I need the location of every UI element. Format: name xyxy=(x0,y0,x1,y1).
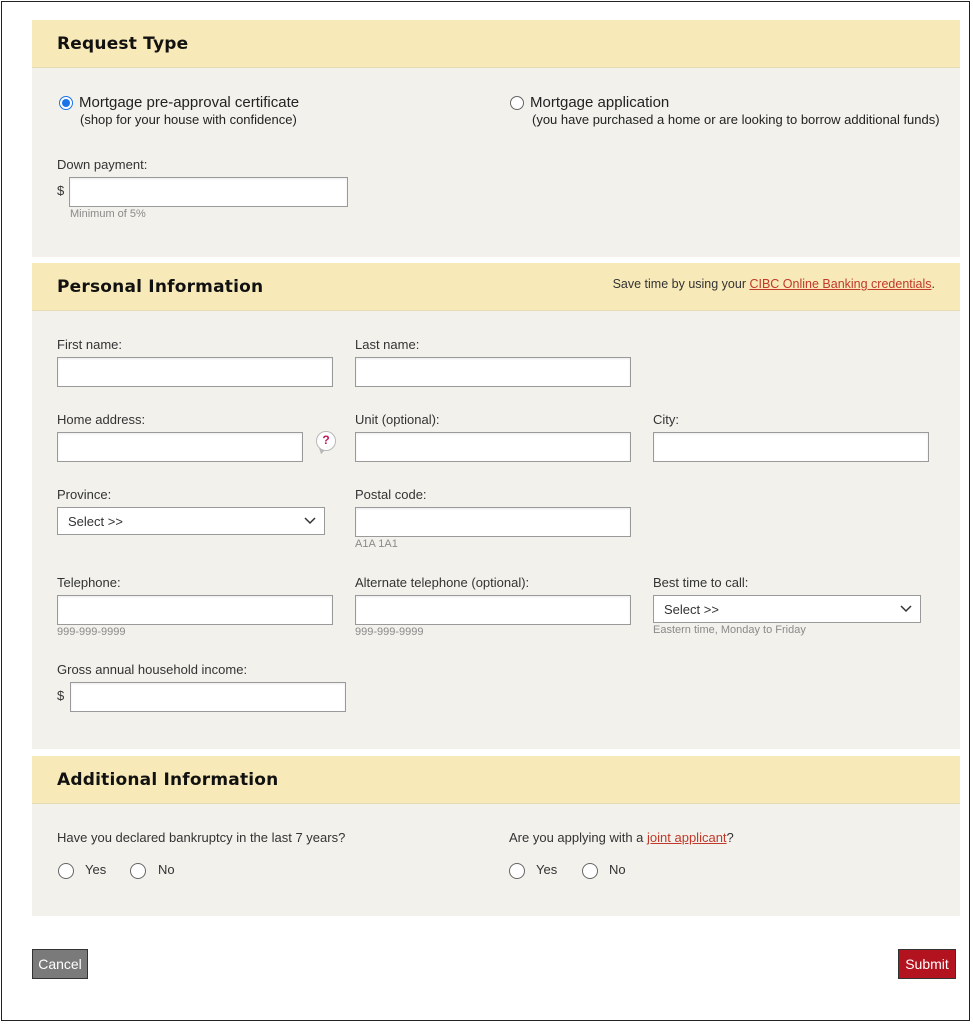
best-time-label: Best time to call: xyxy=(653,575,749,590)
application-radio[interactable] xyxy=(510,96,524,110)
joint-applicant-link[interactable]: joint applicant xyxy=(647,830,727,845)
telephone-input[interactable] xyxy=(57,595,333,625)
unit-label: Unit (optional): xyxy=(355,412,440,427)
joint-question: Are you applying with a joint applicant? xyxy=(509,830,734,845)
alt-telephone-hint: 999-999-9999 xyxy=(355,626,424,638)
additional-info-section xyxy=(32,756,960,916)
application-sub: (you have purchased a home or are looking to borrow additional funds) xyxy=(532,112,940,127)
currency-symbol: $ xyxy=(57,688,65,703)
bankruptcy-question: Have you declared bankruptcy in the last 7 years? xyxy=(57,830,346,845)
credentials-note: Save time by using your CIBC Online Banking credentials. xyxy=(612,277,935,291)
first-name-label: First name: xyxy=(57,337,123,352)
down-payment-hint: Minimum of 5% xyxy=(70,208,146,220)
section-title: Personal Information xyxy=(57,277,264,297)
joint-no-label[interactable]: No xyxy=(609,862,626,877)
preapproval-radio[interactable] xyxy=(59,96,73,110)
postal-code-hint: A1A 1A1 xyxy=(355,538,398,550)
chevron-down-icon xyxy=(900,602,912,614)
income-label: Gross annual household income: xyxy=(57,662,248,677)
first-name-input[interactable] xyxy=(57,357,333,387)
best-time-selected: Select >> xyxy=(664,602,719,617)
province-label: Province: xyxy=(57,487,112,502)
province-selected: Select >> xyxy=(68,514,123,529)
alt-telephone-input[interactable] xyxy=(355,595,631,625)
preapproval-sub: (shop for your house with confidence) xyxy=(80,112,297,127)
home-address-input[interactable] xyxy=(57,432,303,462)
postal-code-label: Postal code: xyxy=(355,487,427,502)
section-title: Additional Information xyxy=(57,770,279,790)
request-type-section xyxy=(32,20,960,257)
bankruptcy-no-radio[interactable] xyxy=(130,863,146,879)
bankruptcy-yes-radio[interactable] xyxy=(58,863,74,879)
last-name-label: Last name: xyxy=(355,337,420,352)
help-icon[interactable]: ? xyxy=(316,431,336,451)
joint-no-radio[interactable] xyxy=(582,863,598,879)
submit-button[interactable]: Submit xyxy=(898,949,956,979)
alt-telephone-label: Alternate telephone (optional): xyxy=(355,575,530,590)
telephone-label: Telephone: xyxy=(57,575,121,590)
telephone-hint: 999-999-9999 xyxy=(57,626,126,638)
unit-input[interactable] xyxy=(355,432,631,462)
province-select[interactable] xyxy=(57,507,325,535)
joint-yes-label[interactable]: Yes xyxy=(536,862,558,877)
preapproval-label[interactable]: Mortgage pre-approval certificate xyxy=(79,94,300,111)
request-type-header xyxy=(32,20,960,68)
chevron-down-icon xyxy=(304,514,316,526)
down-payment-input[interactable] xyxy=(69,177,348,207)
bankruptcy-no-label[interactable]: No xyxy=(158,862,175,877)
home-address-label: Home address: xyxy=(57,412,146,427)
currency-symbol: $ xyxy=(57,183,65,198)
city-input[interactable] xyxy=(653,432,929,462)
last-name-input[interactable] xyxy=(355,357,631,387)
city-label: City: xyxy=(653,412,679,427)
down-payment-label: Down payment: xyxy=(57,157,148,172)
application-label[interactable]: Mortgage application xyxy=(530,94,670,111)
bankruptcy-yes-label[interactable]: Yes xyxy=(85,862,107,877)
section-title: Request Type xyxy=(57,34,189,54)
postal-code-input[interactable] xyxy=(355,507,631,537)
best-time-hint: Eastern time, Monday to Friday xyxy=(653,624,806,636)
income-input[interactable] xyxy=(70,682,346,712)
personal-info-section xyxy=(32,263,960,749)
best-time-select[interactable] xyxy=(653,595,921,623)
personal-info-header xyxy=(32,263,960,311)
credentials-link[interactable]: CIBC Online Banking credentials xyxy=(749,277,932,291)
additional-info-header xyxy=(32,756,960,804)
joint-yes-radio[interactable] xyxy=(509,863,525,879)
cancel-button[interactable]: Cancel xyxy=(32,949,88,979)
